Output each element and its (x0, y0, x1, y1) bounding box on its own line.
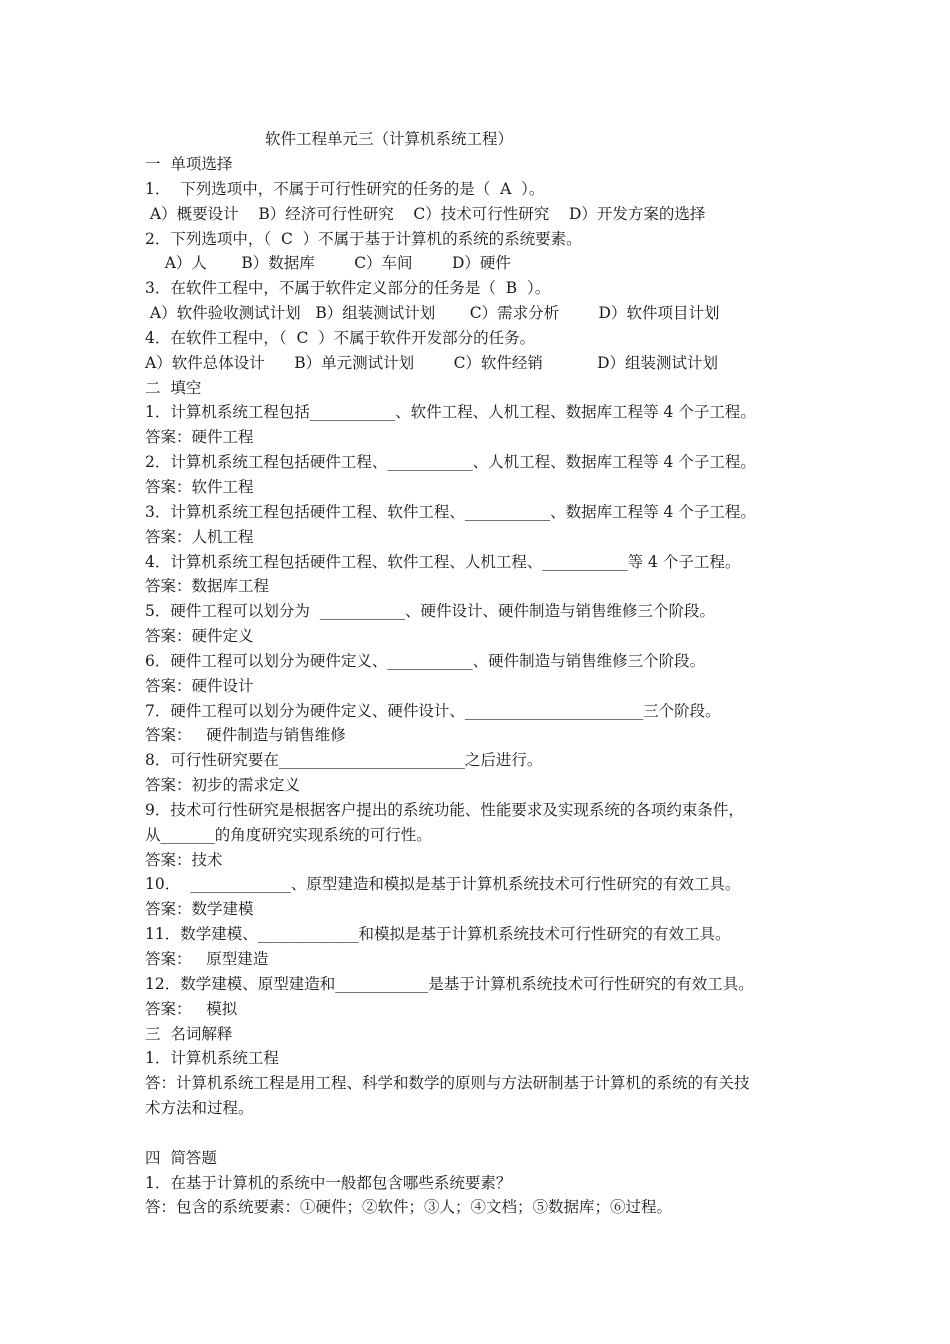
answer-text: 答案：初步的需求定义 (145, 776, 301, 795)
section-heading-short-answer: 四 简答题 (145, 1148, 217, 1167)
question-text: 10． _____________、原型建造和模拟是基于计算机系统技术可行性研究的有效工具。 (145, 875, 741, 894)
section-heading-single-choice: 一 单项选择 (145, 155, 233, 173)
document-title: 软件工程单元三（计算机系统工程） (265, 130, 514, 148)
question-text: 3．计算机系统工程包括硬件工程、软件工程、___________、数据库工程等 4 个子工程。 (145, 502, 756, 521)
document-body (145, 152, 845, 1220)
answer-text: 答案：软件工程 (145, 477, 254, 496)
answer-text: 答案：数学建模 (145, 900, 254, 919)
question-text: 6．硬件工程可以划分为硬件定义、___________、硬件制造与销售维修三个阶段。 (145, 651, 706, 670)
section-heading-term-definition: 三 名词解释 (145, 1024, 233, 1043)
answer-text: 答案：硬件定义 (145, 627, 254, 646)
blank-line (145, 1121, 845, 1146)
answer-text: 答：包含的系统要素：①硬件；②软件；③人；④文档；⑤数据库；⑥过程。 (145, 1198, 673, 1217)
question-text: 4．计算机系统工程包括硬件工程、软件工程、人机工程、___________等 4 个子工程。 (145, 552, 741, 571)
answer-options: A）人 B）数据库 C）车间 D）硬件 (145, 254, 511, 273)
question-text: 2．下列选项中，（ C ）不属于基于计算机的系统的系统要素。 (145, 229, 582, 248)
question-text: 9．技术可行性研究是根据客户提出的系统功能、性能要求及实现系统的各项约束条件， (145, 800, 744, 819)
question-text: 4．在软件工程中，（ C ）不属于软件开发部分的任务。 (145, 328, 536, 347)
question-text: 8．可行性研究要在________________________之后进行。 (145, 751, 543, 770)
answer-text: 答案：硬件工程 (145, 428, 254, 447)
question-text: 1．计算机系统工程 (145, 1049, 279, 1068)
answer-text: 答：计算机系统工程是用工程、科学和数学的原则与方法研制基于计算机的系统的有关技 (145, 1074, 750, 1093)
answer-options: A）软件验收测试计划 B）组装测试计划 C）需求分析 D）软件项目计划 (145, 304, 720, 323)
question-text: 3．在软件工程中，不属于软件定义部分的任务是（ B ）。 (145, 279, 551, 298)
answer-text: 答案：硬件设计 (145, 676, 254, 695)
section-heading-fill-blank: 二 填空 (145, 378, 202, 397)
question-text: 1．在基于计算机的系统中一般都包含哪些系统要素？ (145, 1173, 512, 1192)
question-text: 5．硬件工程可以划分为 ___________、硬件设计、硬件制造与销售维修三个阶段。 (145, 602, 715, 621)
question-text: 11．数学建模、_____________和模拟是基于计算机系统技术可行性研究的有效工具。 (145, 925, 731, 944)
answer-options: A）概要设计 B）经济可行性研究 C）技术可行性研究 D）开发方案的选择 (145, 204, 706, 223)
question-text: 7．硬件工程可以划分为硬件定义、硬件设计、_______________________三个阶段。 (145, 701, 721, 720)
question-text-continued: 从_______的角度研究实现系统的可行性。 (145, 825, 432, 844)
question-text: 12．数学建模、原型建造和____________是基于计算机系统技术可行性研究的有效工具。 (145, 974, 754, 993)
answer-text: 答案： 模拟 (145, 999, 238, 1018)
answer-options: A）软件总体设计 B）单元测试计划 C）软件经销 D）组装测试计划 (145, 353, 719, 372)
answer-text: 答案：人机工程 (145, 527, 254, 546)
answer-text: 答案：技术 (145, 850, 223, 869)
answer-text-continued: 术方法和过程。 (145, 1099, 254, 1118)
answer-text: 答案：数据库工程 (145, 577, 270, 596)
question-text: 1．计算机系统工程包括___________、软件工程、人机工程、数据库工程等 4 个子工程。 (145, 403, 756, 422)
answer-text: 答案： 硬件制造与销售维修 (145, 726, 346, 745)
question-text: 1． 下列选项中，不属于可行性研究的任务的是（ A ）。 (145, 179, 545, 198)
answer-text: 答案： 原型建造 (145, 950, 269, 968)
question-text: 2．计算机系统工程包括硬件工程、___________、人机工程、数据库工程等 4 个子工程。 (145, 453, 756, 472)
